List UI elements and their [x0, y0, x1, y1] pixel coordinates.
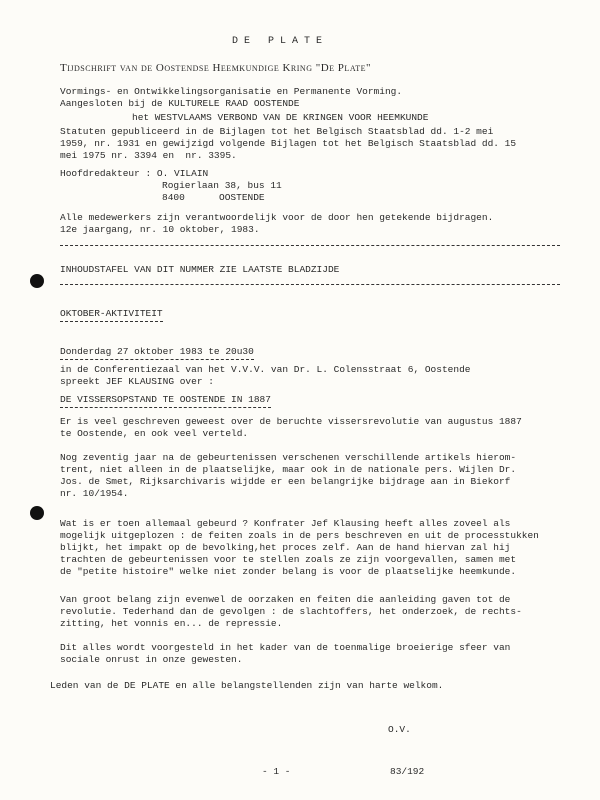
paragraph-3-line-2: mogelijk uitgeplozen : de feiten zoals in de pers beschreven en uit de processtukken [60, 530, 539, 541]
venue-line-2: spreekt JEF KLAUSING over : [60, 376, 214, 387]
org-line-1: Vormings- en Ontwikkelingsorganisatie en Permanente Vorming. [60, 86, 403, 97]
event-date: Donderdag 27 oktober 1983 te 20u30 [60, 346, 254, 360]
paragraph-1-line-1: Er is veel geschreven geweest over de beruchte vissersrevolutie van augustus 1887 [60, 416, 522, 427]
welcome-note: Leden van de DE PLATE en alle belangstellenden zijn van harte welkom. [50, 680, 444, 691]
paragraph-4-line-2: revolutie. Tederhand dan de gevolgen : de slachtoffers, het onderzoek, de rechts- [60, 606, 522, 617]
paragraph-3-line-4: trachten de gebeurtenissen voor te stellen zoals ze zijn voorgevallen, samen met [60, 554, 517, 565]
punch-hole-bottom [30, 506, 44, 520]
venue-line-1: in de Conferentiezaal van het V.V.V. van Dr. L. Colensstraat 6, Oostende [60, 364, 471, 375]
paragraph-5-line-2: sociale onrust in onze gewesten. [60, 654, 243, 665]
punch-hole-top [30, 274, 44, 288]
paragraph-3-line-1: Wat is er toen allemaal gebeurd ? Konfrater Jef Klausing heeft alles zoveel als [60, 518, 511, 529]
statutes-line-2: 1959, nr. 1931 en gewijzigd volgende Bijlagen tot het Belgisch Staatsblad dd. 15 [60, 138, 517, 149]
paragraph-2-line-2: trent, niet alleen in de plaatselijke, maar ook in de nationale pers. Wijlen Dr. [60, 464, 517, 475]
paragraph-2-line-4: nr. 10/1954. [60, 488, 129, 499]
paragraph-2-line-1: Nog zeventig jaar na de gebeurtenissen verschenen verschillende artikels hierom- [60, 452, 517, 463]
paragraph-4-line-3: zitting, het vonnis en... de repressie. [60, 618, 283, 629]
paragraph-1-line-2: te Oostende, en ook veel verteld. [60, 428, 249, 439]
toc-note: INHOUDSTAFEL VAN DIT NUMMER ZIE LAATSTE BLADZIJDE [60, 264, 340, 275]
paragraph-3-line-3: blijkt, het impakt op de bevolking,het proces zelf. Aan de hand hiervan zal hij [60, 542, 511, 553]
org-line-3: het WESTVLAAMS VERBOND VAN DE KRINGEN VOOR HEEMKUNDE [132, 112, 429, 123]
editor-label: Hoofdredakteur : O. VILAIN [60, 168, 209, 179]
document-code: 83/192 [390, 766, 425, 777]
paragraph-3-line-5: de "petite histoire" welke niet zonder belang is voor de plaatselijke heemkunde. [60, 566, 517, 577]
page-number: - 1 - [262, 766, 291, 777]
org-line-2: Aangesloten bij de KULTURELE RAAD OOSTENDE [60, 98, 300, 109]
journal-title: Tijdschrift van de Oostendse Heemkundige Kring "De Plate" [60, 62, 371, 74]
statutes-line-1: Statuten gepubliceerd in de Bijlagen tot het Belgisch Staatsblad dd. 1-2 mei [60, 126, 494, 137]
separator-2 [60, 284, 560, 285]
responsibility-note: Alle medewerkers zijn verantwoordelijk voor de door hen getekende bijdragen. [60, 212, 494, 223]
paragraph-5-line-1: Dit alles wordt voorgesteld in het kader van de toenmalige broeierige sfeer van [60, 642, 511, 653]
editor-address-2: 8400 OOSTENDE [162, 192, 265, 203]
masthead: DE PLATE [232, 36, 329, 47]
section-heading: OKTOBER-AKTIVITEIT [60, 308, 163, 322]
signature: O.V. [388, 724, 411, 735]
paragraph-2-line-3: Jos. de Smet, Rijksarchivaris wijdde er een belangrijke bijdrage aan in Biekorf [60, 476, 511, 487]
editor-address-1: Rogierlaan 38, bus 11 [162, 180, 282, 191]
separator-1 [60, 245, 560, 246]
statutes-line-3: mei 1975 nr. 3394 en nr. 3395. [60, 150, 237, 161]
paragraph-4-line-1: Van groot belang zijn evenwel de oorzaken en feiten die aanleiding gaven tot de [60, 594, 511, 605]
issue-info: 12e jaargang, nr. 10 oktober, 1983. [60, 224, 260, 235]
lecture-title: DE VISSERSOPSTAND TE OOSTENDE IN 1887 [60, 394, 271, 408]
